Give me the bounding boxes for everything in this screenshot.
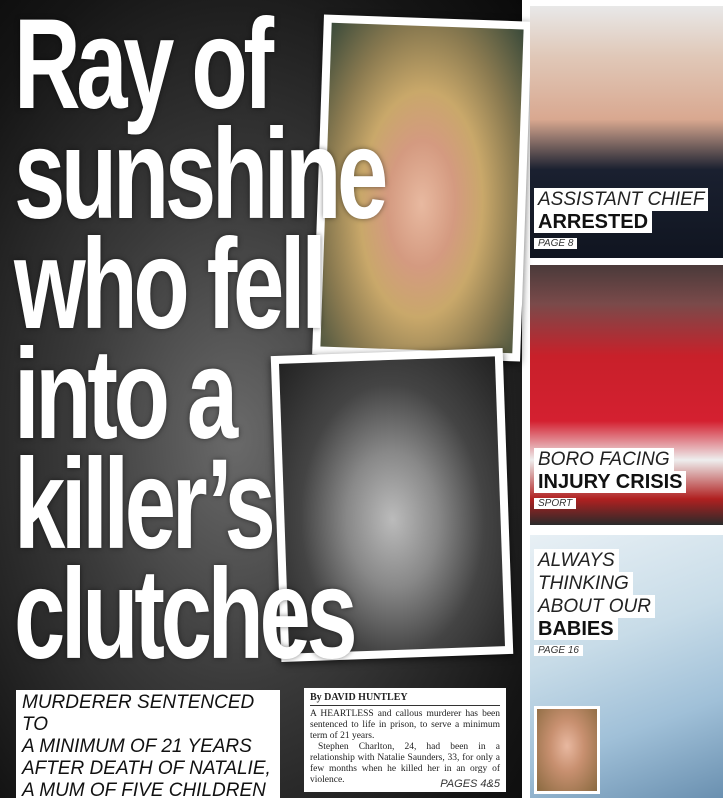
page-reference: PAGES 4&5 xyxy=(440,778,500,790)
subhead-line: AFTER DEATH OF NATALIE, xyxy=(22,758,271,779)
teaser-bold-text: ARRESTED xyxy=(534,211,652,233)
headline-line: killer’s xyxy=(14,433,272,576)
article-box xyxy=(304,688,506,792)
article-paragraph: A HEARTLESS and callous murderer has been sentenced to life in prison, to serve a minimum term of 21 years. xyxy=(310,709,500,741)
teaser-caption xyxy=(534,188,708,251)
headline-line: clutches xyxy=(14,543,354,686)
teaser-page: PAGE 8 xyxy=(534,238,577,249)
teaser-bold-text: INJURY CRISIS xyxy=(534,471,686,493)
subhead-line: A MINIMUM OF 21 YEARS xyxy=(22,736,252,757)
byline: By DAVID HUNTLEY xyxy=(310,692,500,706)
subhead-line: MURDERER SENTENCED TO xyxy=(22,692,255,735)
teaser-page: PAGE 16 xyxy=(534,645,583,656)
teaser-assistant-chief[interactable] xyxy=(530,6,723,258)
headline-line: who fell xyxy=(14,213,323,356)
article-paragraph: Stephen Charlton, 24, had been in a relationship with Natalie Saunders, 33, for only a few months when he killed her in an orgy of violence. xyxy=(310,742,500,785)
teaser-caption xyxy=(534,549,655,658)
headline-line: sunshine xyxy=(14,103,384,246)
teaser-light-text: ABOUT OUR xyxy=(534,595,655,618)
teaser-caption xyxy=(534,448,686,511)
teaser-babies[interactable] xyxy=(530,535,723,798)
teaser-light-text: ALWAYS xyxy=(534,549,619,572)
headline-line: Ray of xyxy=(14,0,270,136)
teaser-light-text: ASSISTANT CHIEF xyxy=(534,188,708,211)
subheadline xyxy=(16,690,280,804)
teaser-bold-text: BABIES xyxy=(534,618,618,640)
teaser-light-text: BORO FACING xyxy=(534,448,674,471)
inset-photo xyxy=(534,706,600,794)
teaser-light-text: THINKING xyxy=(534,572,633,595)
subhead-line: A MUM OF FIVE CHILDREN xyxy=(22,780,266,801)
teaser-boro[interactable] xyxy=(530,265,723,525)
headline-line: into a xyxy=(14,323,234,466)
headline xyxy=(14,0,384,686)
teaser-page: SPORT xyxy=(534,498,576,509)
